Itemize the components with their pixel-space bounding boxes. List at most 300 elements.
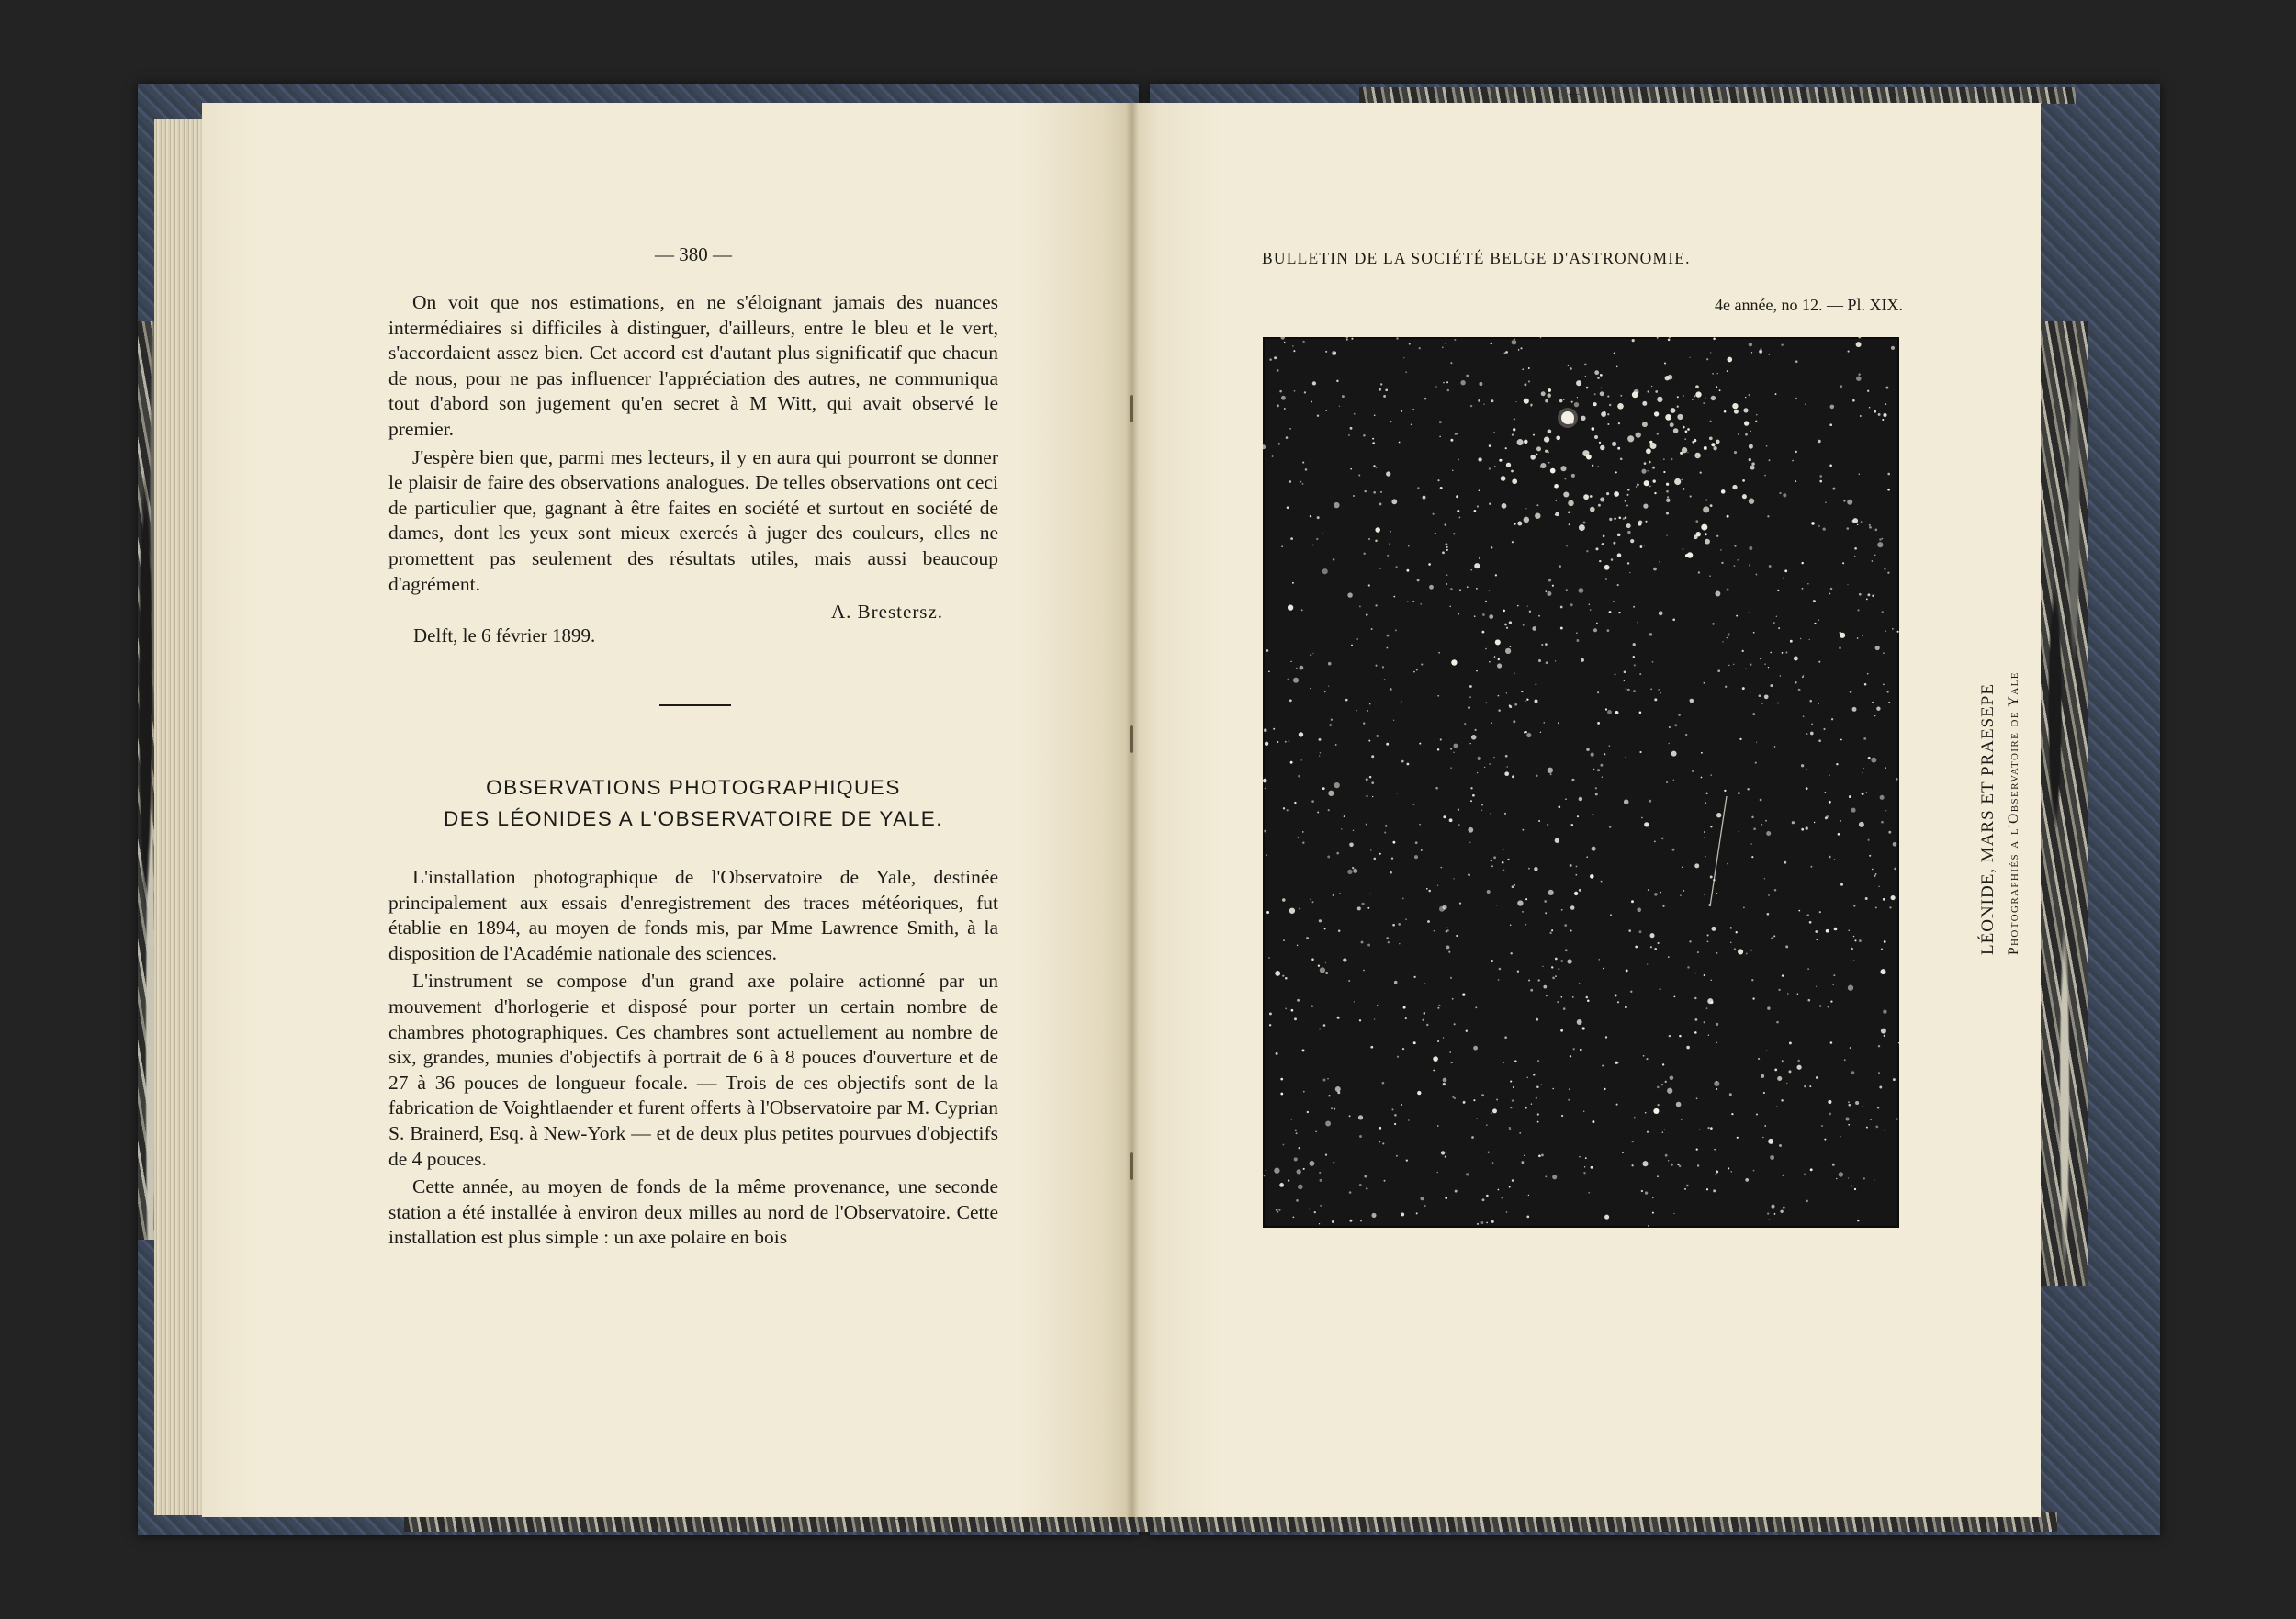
star: [1467, 586, 1469, 588]
star: [1331, 1107, 1333, 1109]
star: [1768, 894, 1770, 896]
star: [1819, 1005, 1821, 1006]
star: [1632, 339, 1635, 342]
star: [1458, 809, 1459, 811]
article-heading-line-2: DES LÉONIDES A L'OBSERVATOIRE DE YALE.: [444, 807, 943, 830]
star: [1659, 561, 1660, 562]
star: [1348, 434, 1350, 436]
star: [1365, 490, 1367, 492]
star: [1845, 1117, 1849, 1120]
star: [1576, 866, 1578, 868]
star: [1314, 1211, 1316, 1213]
star: [1789, 1070, 1792, 1073]
star: [1645, 521, 1647, 523]
star: [1525, 731, 1527, 733]
star: [1653, 1108, 1659, 1114]
star: [1767, 1006, 1770, 1009]
star: [1624, 799, 1629, 804]
star: [1615, 471, 1617, 473]
star: [1654, 841, 1656, 843]
star: [1326, 410, 1327, 411]
star: [1437, 748, 1439, 750]
star: [1789, 1041, 1792, 1044]
star: [1843, 500, 1845, 501]
star: [1302, 841, 1304, 843]
star: [1529, 611, 1531, 613]
star: [1654, 948, 1657, 950]
star: [1449, 606, 1450, 607]
star: [1881, 821, 1884, 824]
star: [1605, 578, 1607, 579]
star: [1517, 522, 1522, 526]
star: [1301, 609, 1303, 611]
star: [1715, 591, 1720, 597]
star: [1512, 885, 1514, 888]
star: [1533, 1074, 1535, 1075]
star: [1573, 1048, 1575, 1050]
star: [1435, 386, 1436, 387]
star: [1885, 767, 1886, 769]
star: [1564, 924, 1567, 927]
star: [1842, 562, 1844, 564]
star: [1703, 402, 1705, 404]
star: [1710, 421, 1712, 422]
star: [1615, 994, 1617, 996]
star: [1306, 937, 1309, 939]
star: [1551, 929, 1553, 931]
star: [1882, 419, 1884, 421]
star: [1713, 338, 1716, 341]
star: [1513, 428, 1515, 431]
star: [1389, 543, 1390, 545]
star: [1615, 711, 1618, 714]
star: [1840, 739, 1842, 741]
star: [1830, 1041, 1833, 1044]
star: [1510, 1107, 1512, 1108]
star: [1399, 943, 1401, 945]
star: [1328, 1095, 1330, 1096]
star: [1610, 914, 1612, 916]
star: [1538, 615, 1540, 617]
star: [1570, 930, 1572, 932]
star: [1839, 632, 1840, 634]
star: [1642, 1161, 1648, 1166]
star: [1617, 1001, 1619, 1003]
star: [1636, 432, 1641, 437]
star: [1537, 1060, 1539, 1062]
star: [1768, 1139, 1773, 1144]
star: [1777, 703, 1779, 704]
star: [1358, 1115, 1363, 1119]
star: [1676, 1102, 1682, 1107]
star: [1455, 1190, 1458, 1193]
star: [1405, 1017, 1407, 1019]
star: [1317, 414, 1319, 416]
star: [1738, 433, 1739, 435]
star: [1366, 1187, 1367, 1189]
star: [1581, 658, 1584, 662]
star: [1603, 534, 1605, 537]
star: [1728, 635, 1729, 636]
star: [1397, 1056, 1399, 1058]
star: [1641, 1190, 1643, 1192]
star: [1875, 873, 1877, 875]
star: [1328, 809, 1330, 811]
star: [1536, 1085, 1539, 1088]
star: [1884, 1035, 1885, 1037]
star: [1625, 757, 1626, 759]
star: [1809, 1085, 1811, 1087]
star: [1401, 1104, 1402, 1106]
star: [1590, 507, 1595, 512]
star: [1493, 757, 1494, 758]
star: [1548, 890, 1553, 895]
star: [1709, 436, 1713, 440]
star: [1518, 349, 1520, 351]
star: [1281, 545, 1283, 547]
star: [1727, 863, 1728, 865]
star: [1852, 707, 1857, 712]
star: [1489, 444, 1491, 447]
star: [1475, 729, 1477, 731]
star: [1394, 1123, 1396, 1125]
star: [1738, 792, 1740, 794]
star: [1865, 897, 1868, 900]
paragraph: Cette année, au moyen de fonds de la même provenance, une seconde station a été installée à environ deux milles au nord de l'Observatoire. Cette installation est plus simple : un axe polaire en bois: [388, 1175, 998, 1249]
star: [1334, 1107, 1335, 1109]
star: [1666, 512, 1669, 515]
star: [1713, 1189, 1716, 1192]
star: [1898, 1042, 1899, 1043]
star: [1453, 878, 1454, 879]
star: [1382, 1082, 1385, 1085]
star: [1528, 1195, 1529, 1196]
star: [1473, 1046, 1478, 1051]
star: [1858, 373, 1860, 375]
star: [1469, 685, 1472, 688]
star: [1593, 628, 1597, 632]
star: [1607, 629, 1610, 632]
star: [1512, 1099, 1514, 1101]
star: [1504, 771, 1509, 776]
star: [1420, 1197, 1424, 1200]
star: [1470, 787, 1472, 789]
star: [1852, 518, 1858, 523]
star: [1499, 968, 1502, 971]
star: [1716, 386, 1717, 388]
star: [1560, 1029, 1563, 1032]
star: [1641, 469, 1646, 474]
star: [1721, 562, 1723, 564]
star: [1468, 827, 1473, 833]
star: [1311, 1005, 1313, 1007]
star: [1299, 732, 1303, 736]
star: [1367, 710, 1368, 712]
star: [1699, 1129, 1701, 1130]
star: [1416, 1212, 1418, 1214]
star: [1657, 1104, 1659, 1106]
star: [1716, 440, 1720, 444]
star: [1489, 502, 1491, 504]
star: [1874, 715, 1875, 716]
star: [1290, 761, 1293, 764]
star: [1604, 565, 1610, 570]
star: [1879, 1086, 1882, 1089]
star: [1818, 661, 1820, 663]
star: [1458, 613, 1459, 615]
star: [1563, 1007, 1566, 1010]
star: [1747, 788, 1749, 790]
star: [1558, 968, 1559, 970]
star: [1477, 757, 1480, 760]
star: [1893, 1078, 1896, 1081]
star: [1548, 768, 1553, 773]
star: [1558, 722, 1559, 724]
star: [1652, 1197, 1654, 1199]
star: [1483, 403, 1484, 404]
star: [1825, 501, 1827, 503]
star: [1818, 739, 1821, 742]
star: [1391, 1108, 1393, 1110]
star: [1894, 868, 1896, 871]
star: [1759, 694, 1761, 697]
star: [1778, 627, 1780, 629]
star: [1332, 1220, 1334, 1223]
star: [1525, 898, 1527, 900]
star: [1484, 767, 1485, 768]
star: [1657, 1175, 1659, 1177]
star: [1531, 1103, 1533, 1105]
star: [1386, 743, 1389, 746]
star: [1896, 1119, 1898, 1120]
star: [1540, 466, 1542, 467]
star: [1437, 695, 1439, 697]
star: [1417, 487, 1419, 489]
star: [1648, 889, 1649, 890]
star: [1568, 1099, 1570, 1101]
star: [1671, 408, 1676, 413]
star: [1639, 751, 1641, 753]
star: [1545, 399, 1548, 403]
star: [1333, 894, 1334, 896]
star: [1783, 1207, 1784, 1209]
marbled-edge-right: [2041, 321, 2088, 1286]
star: [1550, 773, 1552, 775]
star: [1380, 383, 1382, 385]
star: [1537, 1113, 1539, 1115]
star: [1694, 997, 1696, 999]
star: [1584, 1166, 1585, 1167]
star: [1298, 1185, 1303, 1190]
star: [1412, 409, 1414, 410]
star: [1451, 1062, 1453, 1063]
star: [1408, 1119, 1410, 1121]
page-number: — 380 —: [655, 243, 732, 265]
star: [1662, 905, 1664, 907]
star: [1856, 376, 1861, 380]
star: [1578, 588, 1583, 593]
star: [1785, 945, 1788, 948]
star: [1320, 752, 1322, 754]
star: [1652, 1212, 1654, 1214]
star: [1446, 381, 1448, 383]
star: [1599, 442, 1601, 444]
star: [1328, 686, 1329, 687]
star: [1829, 774, 1830, 776]
star: [1887, 473, 1890, 476]
star: [1530, 989, 1533, 992]
star: [1373, 465, 1375, 467]
star: [1293, 1216, 1295, 1218]
star: [1881, 1029, 1886, 1034]
star: [1604, 1088, 1605, 1090]
star: [1541, 391, 1546, 396]
star: [1713, 446, 1716, 450]
star: [1392, 924, 1395, 927]
star: [1701, 524, 1707, 531]
star: [1512, 541, 1514, 543]
star: [1536, 1018, 1538, 1021]
star: [1665, 414, 1671, 421]
star: [1795, 451, 1797, 453]
star: [1460, 380, 1465, 385]
star: [1450, 439, 1453, 442]
star: [1492, 1162, 1494, 1164]
star: [1887, 691, 1889, 693]
star: [1437, 479, 1439, 481]
star: [1766, 445, 1768, 447]
star: [1416, 669, 1418, 670]
star: [1289, 699, 1292, 702]
star: [1612, 442, 1616, 446]
star: [1716, 952, 1718, 954]
star: [1471, 735, 1477, 740]
star: [1287, 679, 1289, 680]
star: [1577, 1019, 1582, 1025]
star: [1478, 457, 1481, 461]
star: [1276, 1052, 1278, 1055]
star: [1506, 627, 1508, 629]
star: [1328, 791, 1334, 796]
star: [1862, 772, 1863, 773]
star: [1597, 377, 1600, 379]
star: [1546, 661, 1548, 664]
star: [1490, 813, 1491, 815]
star: [1337, 1017, 1340, 1019]
star-field-photograph: [1263, 337, 1899, 1228]
star: [1277, 369, 1279, 372]
star: [1363, 434, 1366, 437]
star: [1519, 1132, 1521, 1134]
star: [1390, 688, 1392, 691]
star: [1602, 1065, 1604, 1067]
star: [1506, 463, 1511, 467]
star: [1493, 856, 1496, 859]
star: [1555, 660, 1556, 661]
star: [1600, 391, 1604, 396]
star: [1386, 937, 1389, 939]
star: [1618, 422, 1620, 424]
star: [1725, 686, 1727, 688]
star: [1445, 523, 1447, 526]
star: [1695, 532, 1700, 536]
star: [1486, 1195, 1489, 1197]
star: [1357, 906, 1361, 910]
star: [1801, 764, 1804, 767]
text-block-top: [388, 290, 998, 597]
star: [1591, 1166, 1593, 1169]
star: [1588, 1192, 1590, 1194]
star: [1631, 1164, 1633, 1166]
star: [1731, 1171, 1733, 1173]
star: [1477, 1223, 1479, 1225]
star: [1592, 814, 1593, 815]
star: [1319, 1223, 1320, 1224]
star: [1782, 652, 1784, 654]
star: [1375, 527, 1380, 533]
star: [1560, 960, 1563, 962]
star: [1303, 1091, 1305, 1093]
star: [1880, 795, 1885, 800]
star: [1716, 535, 1718, 537]
star: [1694, 1018, 1697, 1021]
star: [1854, 547, 1857, 550]
star: [1863, 1177, 1865, 1179]
star: [1758, 1058, 1760, 1060]
star: [1466, 1173, 1469, 1175]
star: [1849, 795, 1851, 798]
star: [1520, 347, 1522, 349]
star: [1840, 385, 1843, 388]
star: [1393, 596, 1395, 598]
star: [1517, 900, 1523, 905]
star: [1268, 957, 1269, 958]
star: [1686, 1046, 1690, 1050]
star: [1513, 720, 1515, 723]
star: [1637, 622, 1638, 623]
star: [1552, 1088, 1554, 1090]
star: [1423, 496, 1426, 500]
star: [1547, 591, 1551, 596]
star: [1437, 1125, 1439, 1127]
star: [1302, 483, 1304, 485]
star: [1627, 494, 1629, 496]
star: [1486, 1222, 1488, 1224]
star: [1720, 549, 1722, 551]
star: [1370, 1046, 1373, 1049]
star: [1450, 748, 1452, 749]
star: [1690, 699, 1694, 703]
star: [1547, 393, 1551, 398]
star: [1382, 1142, 1384, 1144]
star: [1775, 393, 1777, 395]
star: [1558, 408, 1578, 428]
star: [1796, 1065, 1801, 1070]
star: [1753, 632, 1755, 634]
star: [1750, 466, 1755, 470]
star: [1689, 699, 1690, 700]
star: [1372, 438, 1374, 440]
star: [1712, 927, 1716, 931]
star: [1448, 951, 1450, 953]
star: [1336, 852, 1339, 855]
star: [1869, 855, 1871, 857]
star: [1782, 1175, 1784, 1176]
star: [1662, 1063, 1664, 1065]
star: [1374, 414, 1376, 416]
star: [1570, 864, 1572, 867]
star: [1626, 969, 1628, 972]
